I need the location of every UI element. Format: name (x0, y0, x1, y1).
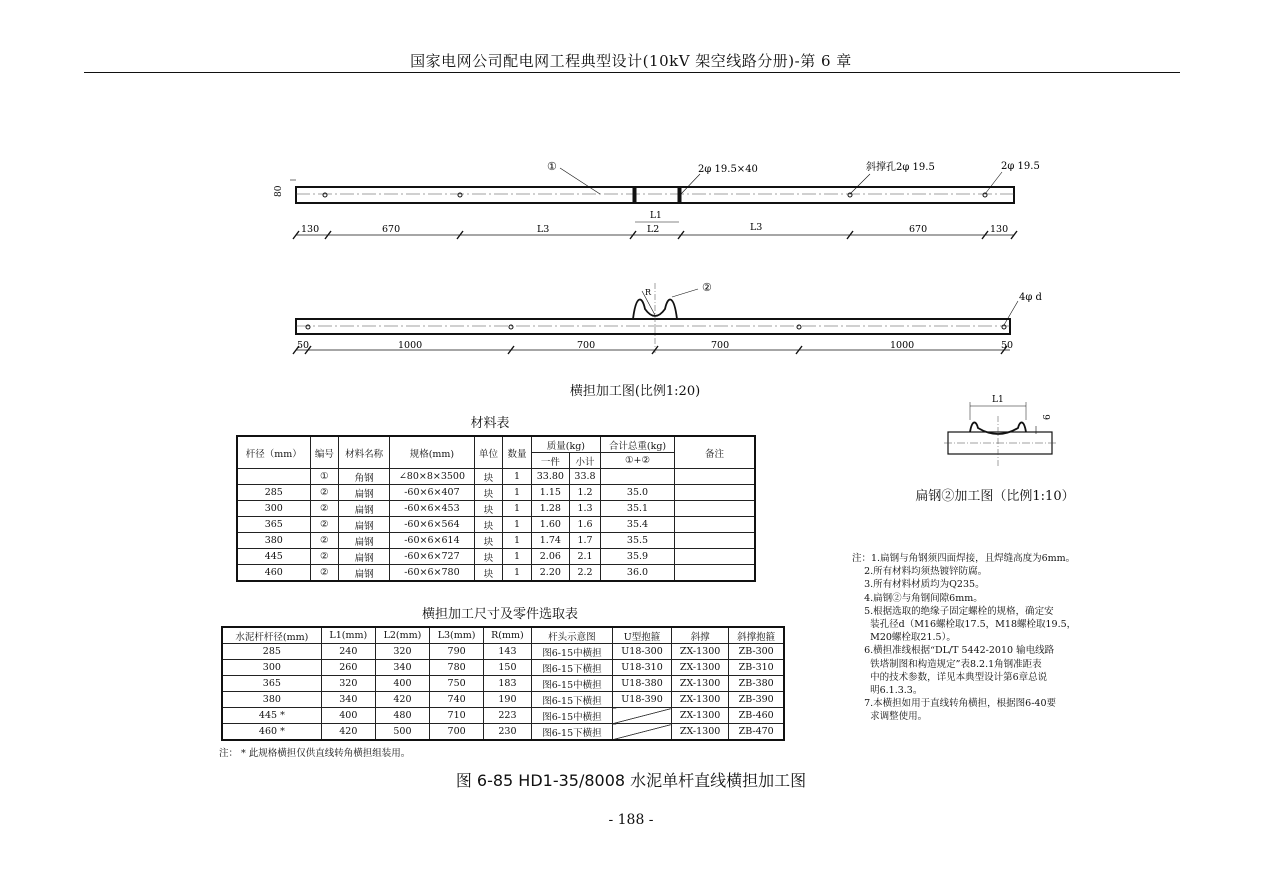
dim-l3-left: L3 (537, 224, 550, 235)
table-cell: ZB-380 (729, 676, 784, 692)
table-cell: 260 (321, 660, 375, 676)
main-drawing-caption: 横担加工图(比例1:20) (569, 384, 701, 399)
r-label: R (645, 288, 652, 297)
table-cell: -60×6×780 (390, 565, 475, 582)
table-header-cell: 斜撑抱箍 (729, 627, 784, 644)
table-header-cell: 杆头示意图 (531, 627, 612, 644)
table-cell: 750 (430, 676, 484, 692)
table-cell: ② (310, 485, 339, 501)
header-name: 材料名称 (339, 436, 390, 469)
table-cell: 1 (503, 549, 532, 565)
table-cell: 1.2 (569, 485, 600, 501)
table-cell: 1 (503, 469, 532, 485)
table-cell: 700 (430, 724, 484, 741)
header-mass: 质量(kg) (531, 436, 600, 453)
table-cell: -60×6×564 (390, 517, 475, 533)
dim-l2: L2 (647, 224, 660, 235)
table-cell: 480 (375, 708, 429, 724)
table-cell: 35.5 (601, 533, 675, 549)
table-cell: 块 (474, 565, 503, 582)
note-line: 5.根据选取的绝缘子固定螺栓的规格，确定安 (852, 605, 1054, 617)
table-cell: 420 (375, 692, 429, 708)
table-cell (237, 469, 310, 485)
crossarm-top-drawing (260, 150, 1040, 250)
table-cell: 320 (375, 644, 429, 660)
table-cell: 块 (474, 533, 503, 549)
table-row (237, 501, 755, 517)
table-cell (675, 517, 756, 533)
table-header-row (222, 627, 784, 644)
table-cell: 365 (237, 517, 310, 533)
crossarm-side-drawing (270, 275, 1042, 360)
table-cell: ZX-1300 (671, 676, 728, 692)
table-cell: 460 (237, 565, 310, 582)
page-number: - 188 - (608, 812, 654, 828)
table-cell: 图6-15下横担 (531, 692, 612, 708)
header-total: 合计总重(kg) (601, 436, 675, 453)
table-cell: 1.3 (569, 501, 600, 517)
table-row (237, 517, 755, 533)
table-cell: 扁钢 (339, 549, 390, 565)
brace-hole-label: 斜撑孔2φ 19.5 (866, 162, 935, 173)
note-line: 7.本横担如用于直线转角横担，根据图6-40要 (852, 698, 1056, 710)
notes-block (852, 552, 1092, 724)
table-header-row (237, 436, 755, 453)
table-row (222, 724, 784, 741)
weld-zone (633, 187, 681, 203)
flat-steel-detail-drawing (940, 390, 1060, 470)
table-cell (675, 501, 756, 517)
table-cell: 2.20 (531, 565, 569, 582)
table-header-cell: L3(mm) (430, 627, 484, 644)
table-cell: 445 (237, 549, 310, 565)
table-cell: 320 (321, 676, 375, 692)
table-header-cell: R(mm) (484, 627, 532, 644)
note-line: 求调整使用。 (852, 711, 928, 723)
table-cell: U18-380 (613, 676, 672, 692)
material-table-title: 材料表 (470, 416, 510, 431)
table-cell: 445 * (222, 708, 321, 724)
note-line: M20螺栓取21.5）。 (852, 632, 956, 644)
table-cell: 340 (321, 692, 375, 708)
selection-footnote: 注： * 此规格横担仅供直线转角横担组装用。 (219, 748, 411, 759)
table-cell: 240 (321, 644, 375, 660)
table-cell: U18-300 (613, 644, 672, 660)
table-cell: 1 (503, 533, 532, 549)
table-cell: ② (310, 549, 339, 565)
header-remark: 备注 (675, 436, 756, 469)
table-cell: 380 (222, 692, 321, 708)
detail-six-label: 6 (1043, 414, 1053, 420)
note-line: 注：1.扁钢与角钢须四面焊接，且焊缝高度为6mm。 (852, 553, 1076, 564)
dim-130-left: 130 (301, 224, 320, 235)
table-cell: 块 (474, 549, 503, 565)
table-cell: 190 (484, 692, 532, 708)
header-subtotal: 小计 (569, 453, 600, 469)
table-cell: -60×6×614 (390, 533, 475, 549)
table-cell: 1.60 (531, 517, 569, 533)
table-cell: 图6-15下横担 (531, 660, 612, 676)
table-cell: 块 (474, 469, 503, 485)
header-single: 一件 (531, 453, 569, 469)
table-cell: ZX-1300 (671, 724, 728, 741)
table-cell: 300 (237, 501, 310, 517)
table-cell: ZB-460 (729, 708, 784, 724)
table-cell: ② (310, 517, 339, 533)
table-cell: 35.0 (601, 485, 675, 501)
l1-label: L1 (650, 211, 662, 221)
table-cell (675, 485, 756, 501)
table-cell: 223 (484, 708, 532, 724)
dim-50-right: 50 (1001, 340, 1014, 351)
table-cell: 35.9 (601, 549, 675, 565)
selection-table (221, 626, 785, 741)
header-num: 编号 (310, 436, 339, 469)
dim-50-left: 50 (297, 340, 310, 351)
table-cell: -60×6×727 (390, 549, 475, 565)
table-cell: 365 (222, 676, 321, 692)
height-label: 80 (274, 185, 284, 197)
table-cell: 183 (484, 676, 532, 692)
table-row (222, 692, 784, 708)
table-cell: ZB-300 (729, 644, 784, 660)
table-cell: 36.0 (601, 565, 675, 582)
dim-670-right: 670 (909, 224, 928, 235)
table-cell: 150 (484, 660, 532, 676)
table-cell: 块 (474, 501, 503, 517)
detail-caption: 扁钢②加工图（比例1:10） (915, 489, 1075, 504)
table-cell: ZB-310 (729, 660, 784, 676)
table-cell: 1.6 (569, 517, 600, 533)
table-cell: 710 (430, 708, 484, 724)
table-cell: 35.4 (601, 517, 675, 533)
table-header-cell: U型抱箍 (613, 627, 672, 644)
table-cell: ② (310, 501, 339, 517)
dim-700-right: 700 (711, 340, 730, 351)
table-cell: 块 (474, 517, 503, 533)
table-cell (601, 469, 675, 485)
part1-label: ① (547, 160, 557, 173)
table-cell: 790 (430, 644, 484, 660)
table-cell (675, 549, 756, 565)
hole1-label: 2φ 19.5×40 (698, 164, 758, 175)
table-cell: 角钢 (339, 469, 390, 485)
note-line: 明6.1.3.3。 (852, 685, 923, 697)
table-cell: ZX-1300 (671, 644, 728, 660)
header-unit: 单位 (474, 436, 503, 469)
table-cell: ∠80×8×3500 (390, 469, 475, 485)
table-cell: 图6-15下横担 (531, 724, 612, 741)
table-cell: 420 (321, 724, 375, 741)
table-cell: U18-310 (613, 660, 672, 676)
table-cell: 143 (484, 644, 532, 660)
table-cell: 图6-15中横担 (531, 676, 612, 692)
table-cell: 400 (375, 676, 429, 692)
table-cell: -60×6×407 (390, 485, 475, 501)
header-total-sub: ①+② (601, 453, 675, 469)
table-row (237, 485, 755, 501)
table-cell: ② (310, 565, 339, 582)
table-cell: 35.1 (601, 501, 675, 517)
holes-label: 4φ d (1019, 292, 1042, 303)
table-cell (613, 708, 672, 724)
header-spec: 规格(mm) (390, 436, 475, 469)
note-line: 铁塔制图和构造规定”表8.2.1角钢准距表 (852, 658, 1042, 670)
table-cell: 块 (474, 485, 503, 501)
dim-700-left: 700 (577, 340, 596, 351)
table-row (237, 565, 755, 582)
table-cell: 1.15 (531, 485, 569, 501)
table-cell: 扁钢 (339, 501, 390, 517)
table-header-cell: 斜撑 (671, 627, 728, 644)
header-qty: 数量 (503, 436, 532, 469)
figure-title: 图 6-85 HD1-35/8008 水泥单杆直线横担加工图 (455, 771, 807, 790)
table-row (222, 708, 784, 724)
table-cell: 500 (375, 724, 429, 741)
table-cell: 2.1 (569, 549, 600, 565)
table-cell: 扁钢 (339, 517, 390, 533)
hole (323, 193, 327, 197)
dim-130-right: 130 (990, 224, 1009, 235)
table-row (237, 533, 755, 549)
table-cell: 扁钢 (339, 533, 390, 549)
part2-label: ② (702, 281, 712, 294)
table-cell (675, 565, 756, 582)
note-line: 3.所有材料材质均为Q235。 (852, 579, 985, 591)
table-cell: 扁钢 (339, 485, 390, 501)
note-line: 中的技术参数，详见本典型设计第6章总说 (852, 671, 1048, 683)
table-cell: 285 (222, 644, 321, 660)
table-cell: 1 (503, 517, 532, 533)
table-cell: 1.28 (531, 501, 569, 517)
table-cell: 扁钢 (339, 565, 390, 582)
material-table (236, 435, 756, 582)
table-cell: 285 (237, 485, 310, 501)
table-header-cell: L2(mm) (375, 627, 429, 644)
table-cell: 图6-15中横担 (531, 708, 612, 724)
table-cell: -60×6×453 (390, 501, 475, 517)
table-cell: U18-390 (613, 692, 672, 708)
table-cell: 1 (503, 565, 532, 582)
table-cell: ① (310, 469, 339, 485)
table-cell: ZX-1300 (671, 660, 728, 676)
hole2-label: 2φ 19.5 (1001, 161, 1040, 172)
table-cell (675, 469, 756, 485)
table-row (237, 549, 755, 565)
table-cell (675, 533, 756, 549)
note-line: 2.所有材料均须热镀锌防腐。 (852, 566, 988, 578)
detail-l1-label: L1 (992, 395, 1004, 405)
table-cell: 2.2 (569, 565, 600, 582)
table-cell: ZB-390 (729, 692, 784, 708)
dim-1000-right: 1000 (890, 340, 915, 351)
dim-l3-right: L3 (750, 222, 763, 233)
dim-670-left: 670 (382, 224, 401, 235)
table-cell: ZX-1300 (671, 708, 728, 724)
table-cell: 1 (503, 501, 532, 517)
table-cell: ② (310, 533, 339, 549)
table-cell: 33.8 (569, 469, 600, 485)
table-cell (613, 724, 672, 741)
table-row (222, 644, 784, 660)
dim-1000-left: 1000 (398, 340, 423, 351)
table-cell: 400 (321, 708, 375, 724)
table-cell: 460 * (222, 724, 321, 741)
table-cell: 780 (430, 660, 484, 676)
header-pole: 杆径（mm） (237, 436, 310, 469)
table-cell: ZB-470 (729, 724, 784, 741)
table-cell: 380 (237, 533, 310, 549)
table-header-cell: 水泥杆杆径(mm) (222, 627, 321, 644)
table-cell: 340 (375, 660, 429, 676)
note-line: 6.横担准线根据“DL/T 5442-2010 输电线路 (852, 645, 1055, 657)
note-line: 装孔径d（M16螺栓取17.5，M18螺栓取19.5， (852, 619, 1077, 631)
table-cell: 图6-15中横担 (531, 644, 612, 660)
table-row (222, 660, 784, 676)
header-divider (84, 72, 1180, 73)
page-header: 国家电网公司配电网工程典型设计(10kV 架空线路分册)-第 6 章 (410, 52, 852, 70)
table-cell: 740 (430, 692, 484, 708)
table-row (237, 469, 755, 485)
table-cell: 2.06 (531, 549, 569, 565)
selection-table-title: 横担加工尺寸及零件选取表 (421, 607, 578, 622)
note-line: 4.扁钢②与角钢间隙6mm。 (852, 592, 983, 604)
table-cell: 300 (222, 660, 321, 676)
hole (458, 193, 462, 197)
table-cell: 1 (503, 485, 532, 501)
table-cell: 1.7 (569, 533, 600, 549)
table-cell: ZX-1300 (671, 692, 728, 708)
angle-steel-side (296, 319, 1010, 334)
table-header-cell: L1(mm) (321, 627, 375, 644)
angle-steel-outline (296, 187, 1014, 203)
table-cell: 230 (484, 724, 532, 741)
table-cell: 33.80 (531, 469, 569, 485)
table-row (222, 676, 784, 692)
table-cell: 1.74 (531, 533, 569, 549)
